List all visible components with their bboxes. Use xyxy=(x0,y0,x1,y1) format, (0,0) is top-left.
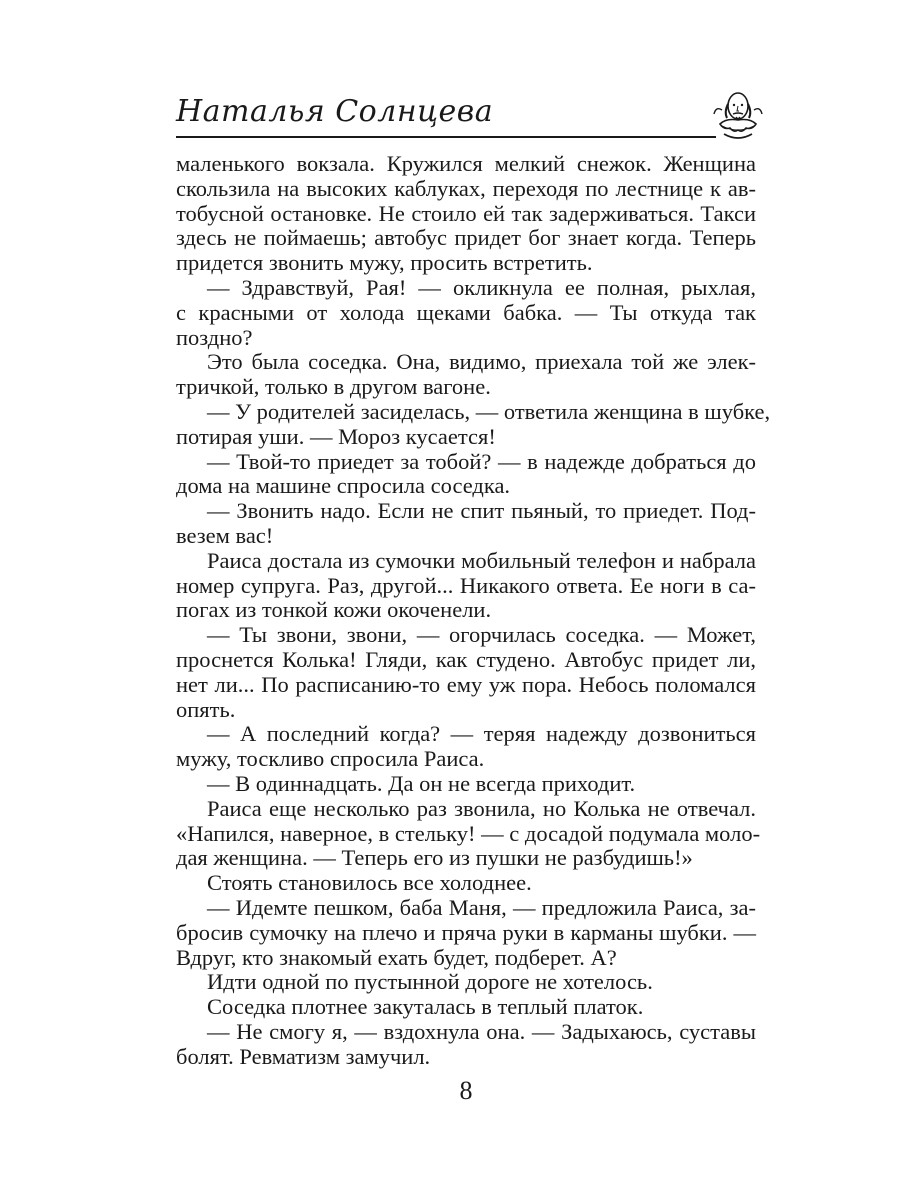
text-line: — У родителей засиделась, — ответила женщина в шубке, xyxy=(207,398,771,424)
text-line: мужу, тоскливо спросила Раиса. xyxy=(176,746,485,772)
text-line: тобусной остановке. Не стоило ей так задерживаться. Такси xyxy=(176,200,756,226)
text-line: Стоять становилось все холоднее. xyxy=(207,870,532,896)
text-line: — Ты звони, звони, — огорчилась соседка. — Может, xyxy=(207,622,756,648)
body-text xyxy=(176,151,771,1069)
text-line: — Твой-то приедет за тобой? — в надежде добраться до xyxy=(207,448,756,474)
text-line: с красными от холода щеками бабка. — Ты откуда так xyxy=(176,299,756,325)
text-line: потирая уши. — Мороз кусается! xyxy=(176,423,496,449)
text-line: — Идемте пешком, баба Маня, — предложила Раиса, за- xyxy=(207,894,756,920)
text-line: везем вас! xyxy=(176,522,274,548)
text-line: Раиса достала из сумочки мобильный телефон и набрала xyxy=(207,547,756,573)
running-header-author: Наталья Солнцева xyxy=(176,94,494,129)
text-line: — Не смогу я, — вздохнула она. — Задыхаюсь, суставы xyxy=(207,1018,756,1044)
text-line: дома на машине спросила соседка. xyxy=(176,473,511,499)
text-line: Это была соседка. Она, видимо, приехала той же элек- xyxy=(207,349,756,375)
text-line: — Здравствуй, Рая! — окликнула ее полная, рыхлая, xyxy=(207,274,756,300)
text-line: дая женщина. — Теперь его из пушки не разбудишь!» xyxy=(176,845,693,871)
text-line: опять. xyxy=(176,696,236,722)
text-line: придется звонить мужу, просить встретить. xyxy=(176,250,593,276)
text-line: бросив сумочку на плечо и пряча руки в карманы шубки. — xyxy=(176,919,756,945)
text-line: проснется Колька! Гляди, как студено. Автобус придет ли, xyxy=(176,646,756,672)
page-number: 8 xyxy=(459,1076,473,1105)
shakespeare-portrait-icon xyxy=(712,84,764,142)
text-line: — А последний когда? — теряя надежду дозвониться xyxy=(207,721,756,747)
text-line: Раиса еще несколько раз звонила, но Колька не отвечал. xyxy=(207,795,756,821)
text-line: Вдруг, кто знакомый ехать будет, подберет. А? xyxy=(176,944,617,970)
text-line: — Звонить надо. Если не спит пьяный, то приедет. Под- xyxy=(207,498,756,524)
text-line: погах из тонкой кожи окоченели. xyxy=(176,597,492,623)
text-line: болят. Ревматизм замучил. xyxy=(176,1043,431,1069)
text-line: нет ли... По расписанию-то ему уж пора. Небось поломался xyxy=(176,671,756,697)
header-rule xyxy=(176,136,716,138)
text-line: Идти одной по пустынной дороге не хотелось. xyxy=(207,969,653,995)
text-line: маленького вокзала. Кружился мелкий снежок. Женщина xyxy=(176,151,756,176)
text-line: тричкой, только в другом вагоне. xyxy=(176,374,491,400)
text-line: — В одиннадцать. Да он не всегда приходит. xyxy=(207,770,636,796)
text-line: здесь не поймаешь; автобус придет бог знает когда. Теперь xyxy=(176,225,756,251)
text-line: Соседка плотнее закуталась в теплый платок. xyxy=(207,994,644,1020)
text-line: скользила на высоких каблуках, переходя по лестнице к ав- xyxy=(176,175,756,201)
text-line: поздно? xyxy=(176,324,253,350)
text-line: «Напился, наверное, в стельку! — с досадой подумала моло- xyxy=(176,820,761,846)
text-line: номер супруга. Раз, другой... Никакого ответа. Ее ноги в са- xyxy=(176,572,756,598)
